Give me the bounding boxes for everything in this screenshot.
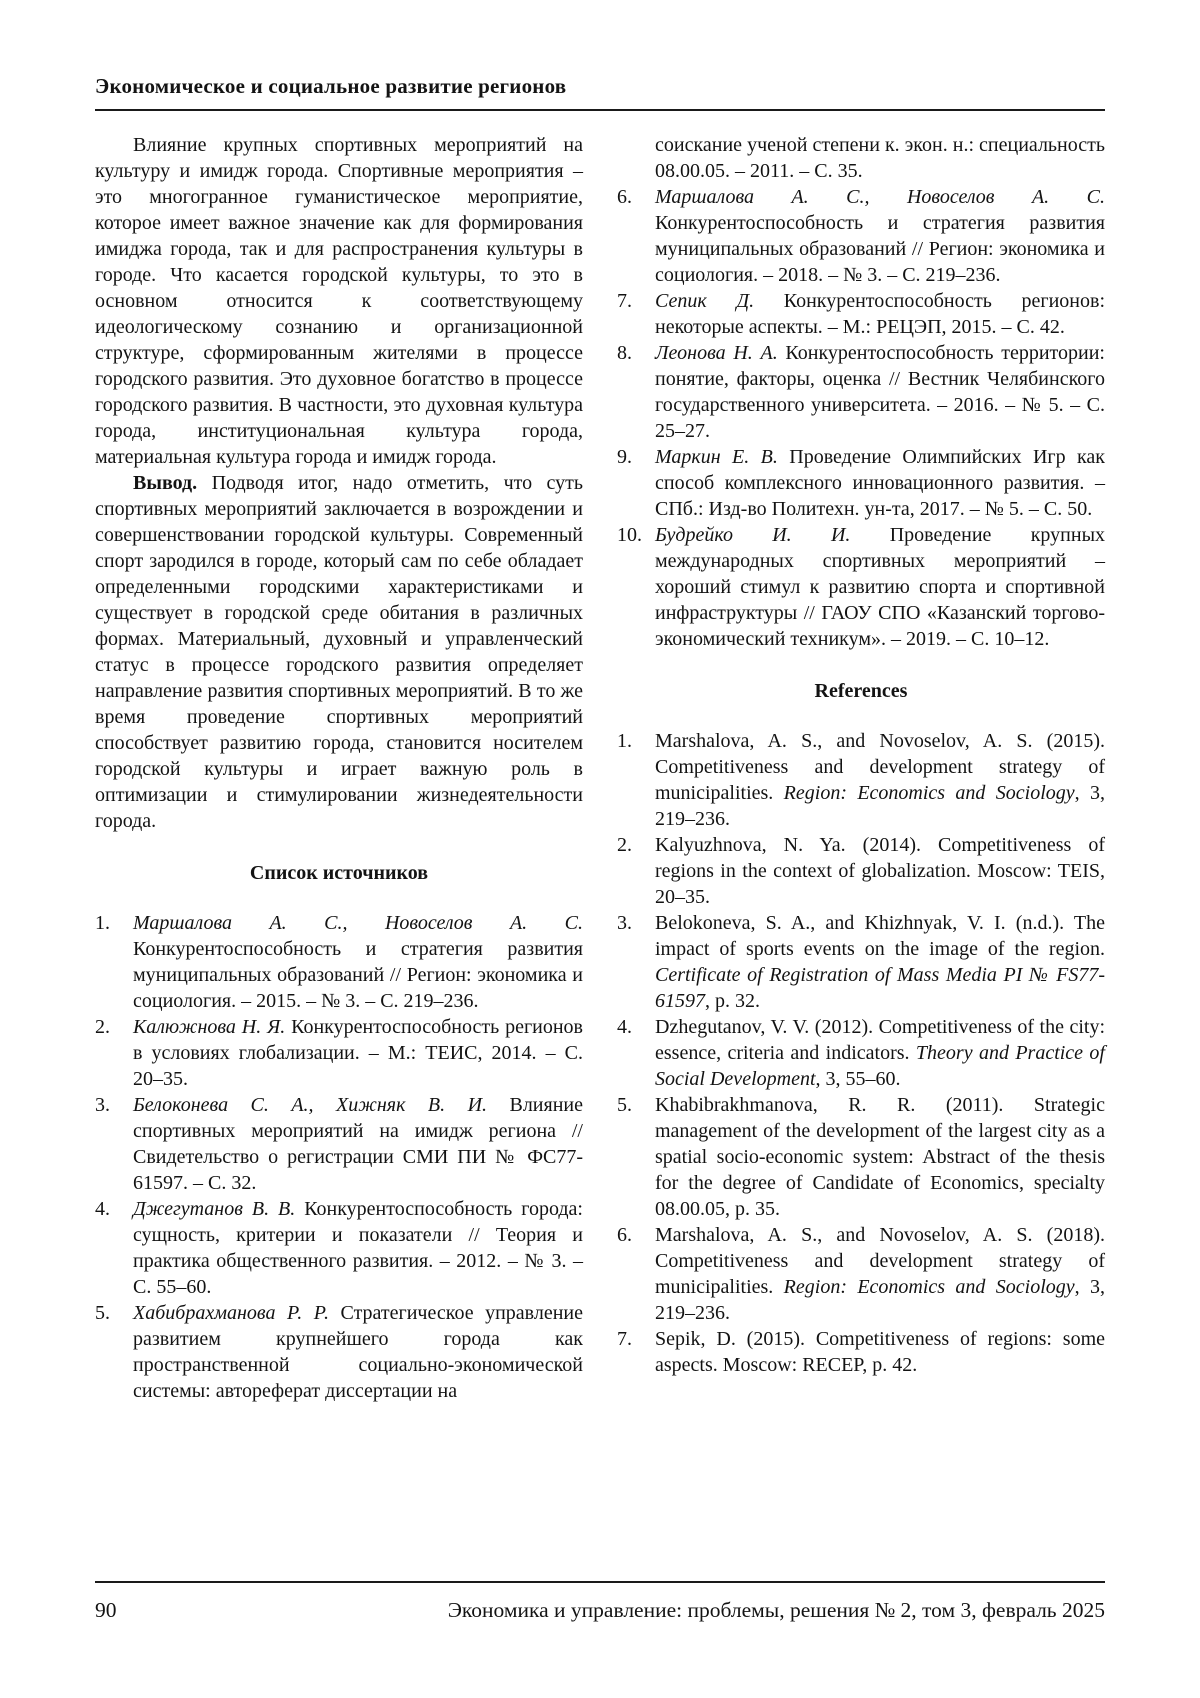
section-title: Экономическое и социальное развитие регионов	[95, 74, 567, 98]
text-segment: , 3, 55–60.	[815, 1068, 901, 1090]
text-segment: Certificate of Registration of Mass Media PI № FS77-61597	[655, 964, 1105, 1012]
reference-text	[655, 522, 1105, 652]
reference-item	[95, 910, 583, 1014]
reference-text	[133, 910, 583, 1014]
reference-number: 8.	[617, 342, 632, 364]
text-segment: Конкурентоспособность регионов в условиях глобализации. – М.: ТЕИС, 2014. – С. 20–35.	[133, 1016, 583, 1090]
reference-item	[95, 1196, 583, 1300]
reference-number: 10.	[617, 524, 642, 546]
reference-item	[617, 1326, 1105, 1378]
reference-item	[617, 1092, 1105, 1222]
text-segment: Стратегическое управление развитием крупнейшего города как пространственной социально-экономической системы: автореферат диссертации на	[133, 1302, 583, 1402]
reference-text	[655, 340, 1105, 444]
text-segment: Джегутанов В. В.	[133, 1198, 296, 1220]
reference-text	[655, 832, 1105, 910]
reference-number: 7.	[617, 1328, 632, 1350]
reference-text	[133, 1300, 583, 1404]
reference-number: 4.	[617, 1016, 632, 1038]
text-segment: Подводя итог, надо отметить, что суть спортивных мероприятий заключается в возрождении и совершенствовании городской культуры. Современный спорт зародился в городе, который сам по себе обладает определенными городскими характеристиками и существует в городской среде обитания в различных формах. Материальный, духовный и управленческий статус в процессе городского развития определяет направление развития спортивных мероприятий. В то же время проведение спортивных мероприятий способствует развитию города, становится носителем городской культуры и играет важную роль в оптимизации и стимулировании жизнедеятельности города.	[95, 472, 583, 832]
body-paragraph-influence	[95, 132, 583, 470]
text-segment: Belokoneva, S. A., and Khizhnyak, V. I. (n.d.). The impact of sports events on the image of the region.	[655, 912, 1105, 960]
left-column	[95, 132, 583, 1404]
reference-text	[655, 1092, 1105, 1222]
reference-number: 5.	[617, 1094, 632, 1116]
reference-number: 6.	[617, 1224, 632, 1246]
reference-number: 2.	[617, 834, 632, 856]
reference-text	[133, 1196, 583, 1300]
text-segment: Sepik, D. (2015). Competitiveness of regions: some aspects. Moscow: RECEP, p. 42.	[655, 1328, 1105, 1376]
text-segment: Marshalova, A. S., and Novoselov, A. S. (2015). Competitiveness and development strategy of municipalities.	[655, 730, 1105, 804]
text-segment: Будрейко И. И.	[655, 524, 851, 546]
reference-item	[617, 340, 1105, 444]
reference-item	[617, 1222, 1105, 1326]
text-segment: Конкурентоспособность регионов: некоторые аспекты. – М.: РЕЦЭП, 2015. – С. 42.	[655, 290, 1105, 338]
page-footer	[95, 1581, 1105, 1623]
reference-number: 7.	[617, 290, 632, 312]
page-number: 90	[95, 1598, 117, 1622]
reference-number: 6.	[617, 186, 632, 208]
right-column	[617, 132, 1105, 1404]
text-segment: Сепик Д.	[655, 290, 755, 312]
content-columns	[95, 132, 1105, 1404]
reference-item	[617, 728, 1105, 832]
text-segment: Проведение крупных международных спортивных мероприятий – хороший стимул к развитию спорта и спортивной инфраструктуры // ГАОУ СПО «Казанский торгово-экономический техникум». – 2019. – С. 10–12.	[655, 524, 1105, 650]
references-heading: References	[814, 680, 908, 702]
reference-text	[133, 1014, 583, 1092]
reference-number: 2.	[95, 1016, 110, 1038]
reference-number: 3.	[617, 912, 632, 934]
text-segment: Калюжнова Н. Я.	[133, 1016, 286, 1038]
reference-item	[617, 288, 1105, 340]
reference-text	[655, 1014, 1105, 1092]
text-segment: Хабибрахманова Р. Р.	[133, 1302, 329, 1324]
reference-continuation: соискание ученой степени к. экон. н.: специальность 08.00.05. – 2011. – С. 35.	[655, 134, 1105, 182]
reference-number: 1.	[617, 730, 632, 752]
sources-list-continued	[617, 184, 1105, 652]
text-segment: Region: Economics and Sociology	[783, 782, 1075, 804]
text-segment: Проведение Олимпийских Игр как способ комплексного инновационного развития. – СПб.: Изд-во Политехн. ун-та, 2017. – № 5. – С. 50.	[655, 446, 1105, 520]
reference-item	[617, 1014, 1105, 1092]
reference-number: 1.	[95, 912, 110, 934]
text-segment: Khabibrakhmanova, R. R. (2011). Strategic management of the development of the largest city as a spatial socio-economic system: Abstract of the thesis for the degree of Candidate of Economics, specialty 08.00.05, p. 35.	[655, 1094, 1105, 1220]
sources-heading: Список источников	[249, 862, 429, 884]
text-segment: Конкурентоспособность и стратегия развития муниципальных образований // Регион: экономика и социология. – 2018. – № 3. – С. 219–236.	[655, 212, 1105, 286]
text-segment: Влияние спортивных мероприятий на имидж региона // Свидетельство о регистрации СМИ ПИ № ФС77-61597. – С. 32.	[133, 1094, 583, 1194]
reference-item	[617, 444, 1105, 522]
reference-text	[655, 444, 1105, 522]
text-segment: Конкурентоспособность и стратегия развития муниципальных образований // Регион: экономика и социология. – 2015. – № 3. – С. 219–236.	[133, 938, 583, 1012]
reference-item	[617, 910, 1105, 1014]
reference-number: 5.	[95, 1302, 110, 1324]
text-segment: , 3, 219–236.	[655, 1276, 1106, 1324]
reference-item	[617, 184, 1105, 288]
reference-number: 4.	[95, 1198, 110, 1220]
reference-text	[133, 1092, 583, 1196]
references-list	[617, 728, 1105, 1378]
text-segment: , p. 32.	[705, 990, 760, 1012]
text-segment: Леонова Н. А.	[655, 342, 778, 364]
reference-item	[95, 1014, 583, 1092]
reference-number: 9.	[617, 446, 632, 468]
reference-text	[655, 910, 1105, 1014]
reference-item	[95, 1092, 583, 1196]
text-segment: Маршалова А. С., Новоселов А. С.	[655, 186, 1105, 208]
reference-item	[617, 832, 1105, 910]
body-paragraph-conclusion	[95, 470, 583, 834]
text-segment: Маршалова А. С., Новоселов А. С.	[133, 912, 583, 934]
reference-item	[95, 1300, 583, 1404]
reference-text	[655, 1326, 1105, 1378]
journal-info: Экономика и управление: проблемы, решения № 2, том 3, февраль 2025	[447, 1598, 1105, 1622]
text-segment: Белоконева С. А., Хижняк В. И.	[133, 1094, 488, 1116]
reference-item	[617, 522, 1105, 652]
text-segment: Theory and Practice of Social Development	[655, 1042, 1105, 1090]
sources-list	[95, 910, 583, 1404]
running-header	[95, 74, 1105, 111]
text-segment: Маркин Е. В.	[655, 446, 778, 468]
text-segment: Конкурентоспособность города: сущность, критерии и показатели // Теория и практика общественного развития. – 2012. – № 3. – С. 55–60.	[133, 1198, 583, 1298]
text-segment: Dzhegutanov, V. V. (2012). Competitiveness of the city: essence, criteria and indicators.	[655, 1016, 1105, 1064]
reference-number: 3.	[95, 1094, 110, 1116]
reference-text	[655, 184, 1105, 288]
text-segment: Конкурентоспособность территории: понятие, факторы, оценка // Вестник Челябинского государственного университета. – 2016. – № 5. – С. 25–27.	[655, 342, 1105, 442]
text-segment: Вывод.	[133, 472, 198, 494]
text-segment: , 3, 219–236.	[655, 782, 1106, 830]
reference-text	[655, 728, 1105, 832]
reference-text	[655, 1222, 1105, 1326]
reference-text	[655, 288, 1105, 340]
text-segment: Kalyuzhnova, N. Ya. (2014). Competitiveness of regions in the context of globalization. Moscow: TEIS, 20–35.	[655, 834, 1105, 908]
text-segment: Влияние крупных спортивных мероприятий на культуру и имидж города. Спортивные мероприятия – это многогранное гуманистическое мероприятие, которое имеет важное значение как для формирования имиджа города, так и для распространения культуры в городе. Что касается городской культуры, то это в основном относится к соответствующему идеологическому сознанию и организационной структуре, сформированным жителями в процессе городского развития. Это духовное богатство в процессе городского развития. В частности, это духовная культура города, институциональная культура города, материальная культура города и имидж города.	[95, 134, 583, 468]
text-segment: Marshalova, A. S., and Novoselov, A. S. (2018). Competitiveness and development strategy of municipalities.	[655, 1224, 1105, 1298]
text-segment: Region: Economics and Sociology	[783, 1276, 1075, 1298]
